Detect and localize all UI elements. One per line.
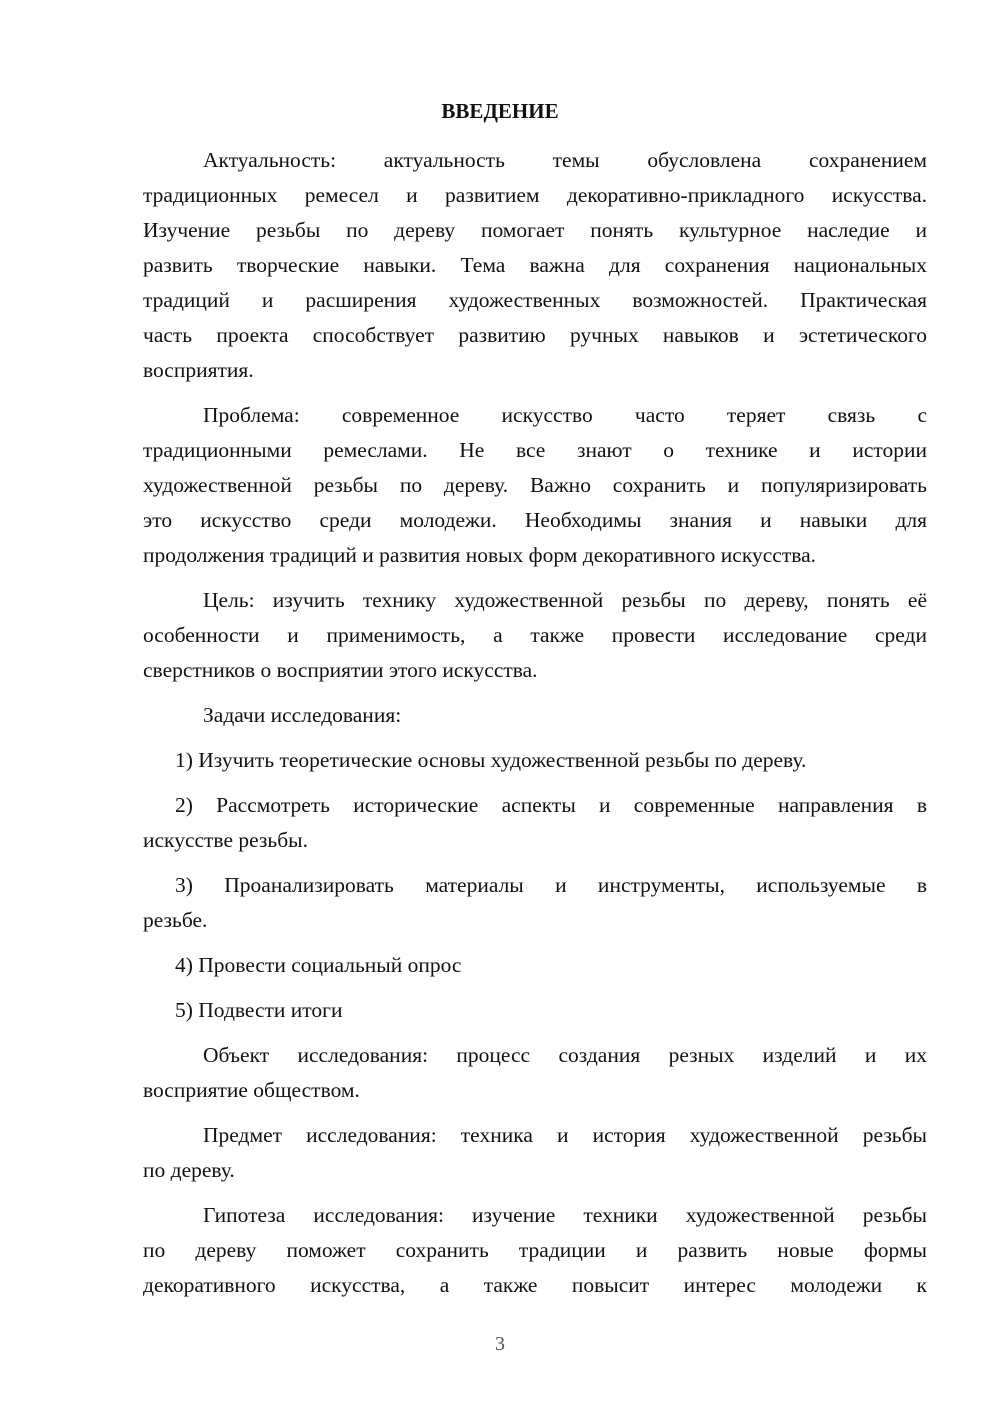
list-item	[143, 993, 927, 1028]
text-line: продолжения традиций и развития новых форм декоративного искусства.	[143, 543, 816, 567]
page-number: 3	[495, 1333, 505, 1355]
text-line: традиционных ремесел и развитием декоративно-прикладного искусства.	[143, 183, 927, 207]
text-line: Задачи исследования:	[203, 703, 402, 727]
document-body	[143, 143, 927, 1313]
text-line: особенности и применимость, а также провести исследование среди	[143, 623, 927, 647]
text-line: 4) Провести социальный опрос	[175, 953, 462, 977]
list-item	[143, 868, 927, 938]
list-item	[143, 743, 927, 778]
paragraph	[143, 398, 927, 573]
text-line: Гипотеза исследования: изучение техники художественной резьбы	[203, 1203, 927, 1227]
text-line: традиционными ремеслами. Не все знают о технике и истории	[143, 438, 927, 462]
text-line: традиций и расширения художественных возможностей. Практическая	[143, 288, 927, 312]
text-line: резьбе.	[143, 908, 208, 932]
list-item	[143, 948, 927, 983]
paragraph	[143, 583, 927, 688]
text-line: 5) Подвести итоги	[175, 998, 343, 1022]
text-line: Цель: изучить технику художественной резьбы по дереву, понять её	[203, 588, 927, 612]
paragraph	[143, 1118, 927, 1188]
paragraph	[143, 698, 927, 733]
list-item	[143, 788, 927, 858]
text-line: Предмет исследования: техника и история художественной резьбы	[203, 1123, 927, 1147]
text-line: восприятие обществом.	[143, 1078, 360, 1102]
text-line: по дереву.	[143, 1158, 235, 1182]
text-line: часть проекта способствует развитию ручных навыков и эстетического	[143, 323, 927, 347]
text-line: сверстников о восприятии этого искусства.	[143, 658, 538, 682]
paragraph	[143, 143, 927, 388]
text-line: 2) Рассмотреть исторические аспекты и современные направления в	[175, 793, 927, 817]
text-line: по дереву поможет сохранить традиции и развить новые формы	[143, 1238, 927, 1262]
text-line: Изучение резьбы по дереву помогает понять культурное наследие и	[143, 218, 927, 242]
text-line: искусстве резьбы.	[143, 828, 308, 852]
text-line: это искусство среди молодежи. Необходимы знания и навыки для	[143, 508, 927, 532]
text-line: декоративного искусства, а также повысит интерес молодежи к	[143, 1273, 927, 1297]
text-line: художественной резьбы по дереву. Важно сохранить и популяризировать	[143, 473, 927, 497]
page-title: ВВЕДЕНИЕ	[441, 99, 559, 123]
text-line: восприятия.	[143, 358, 254, 382]
text-line: Проблема: современное искусство часто теряет связь с	[203, 403, 927, 427]
paragraph	[143, 1198, 927, 1303]
text-line: 1) Изучить теоретические основы художественной резьбы по дереву.	[175, 748, 807, 772]
text-line: 3) Проанализировать материалы и инструменты, используемые в	[175, 873, 927, 897]
text-line: Актуальность: актуальность темы обусловлена сохранением	[203, 148, 927, 172]
text-line: развить творческие навыки. Тема важна для сохранения национальных	[143, 253, 927, 277]
paragraph	[143, 1038, 927, 1108]
text-line: Объект исследования: процесс создания резных изделий и их	[203, 1043, 927, 1067]
